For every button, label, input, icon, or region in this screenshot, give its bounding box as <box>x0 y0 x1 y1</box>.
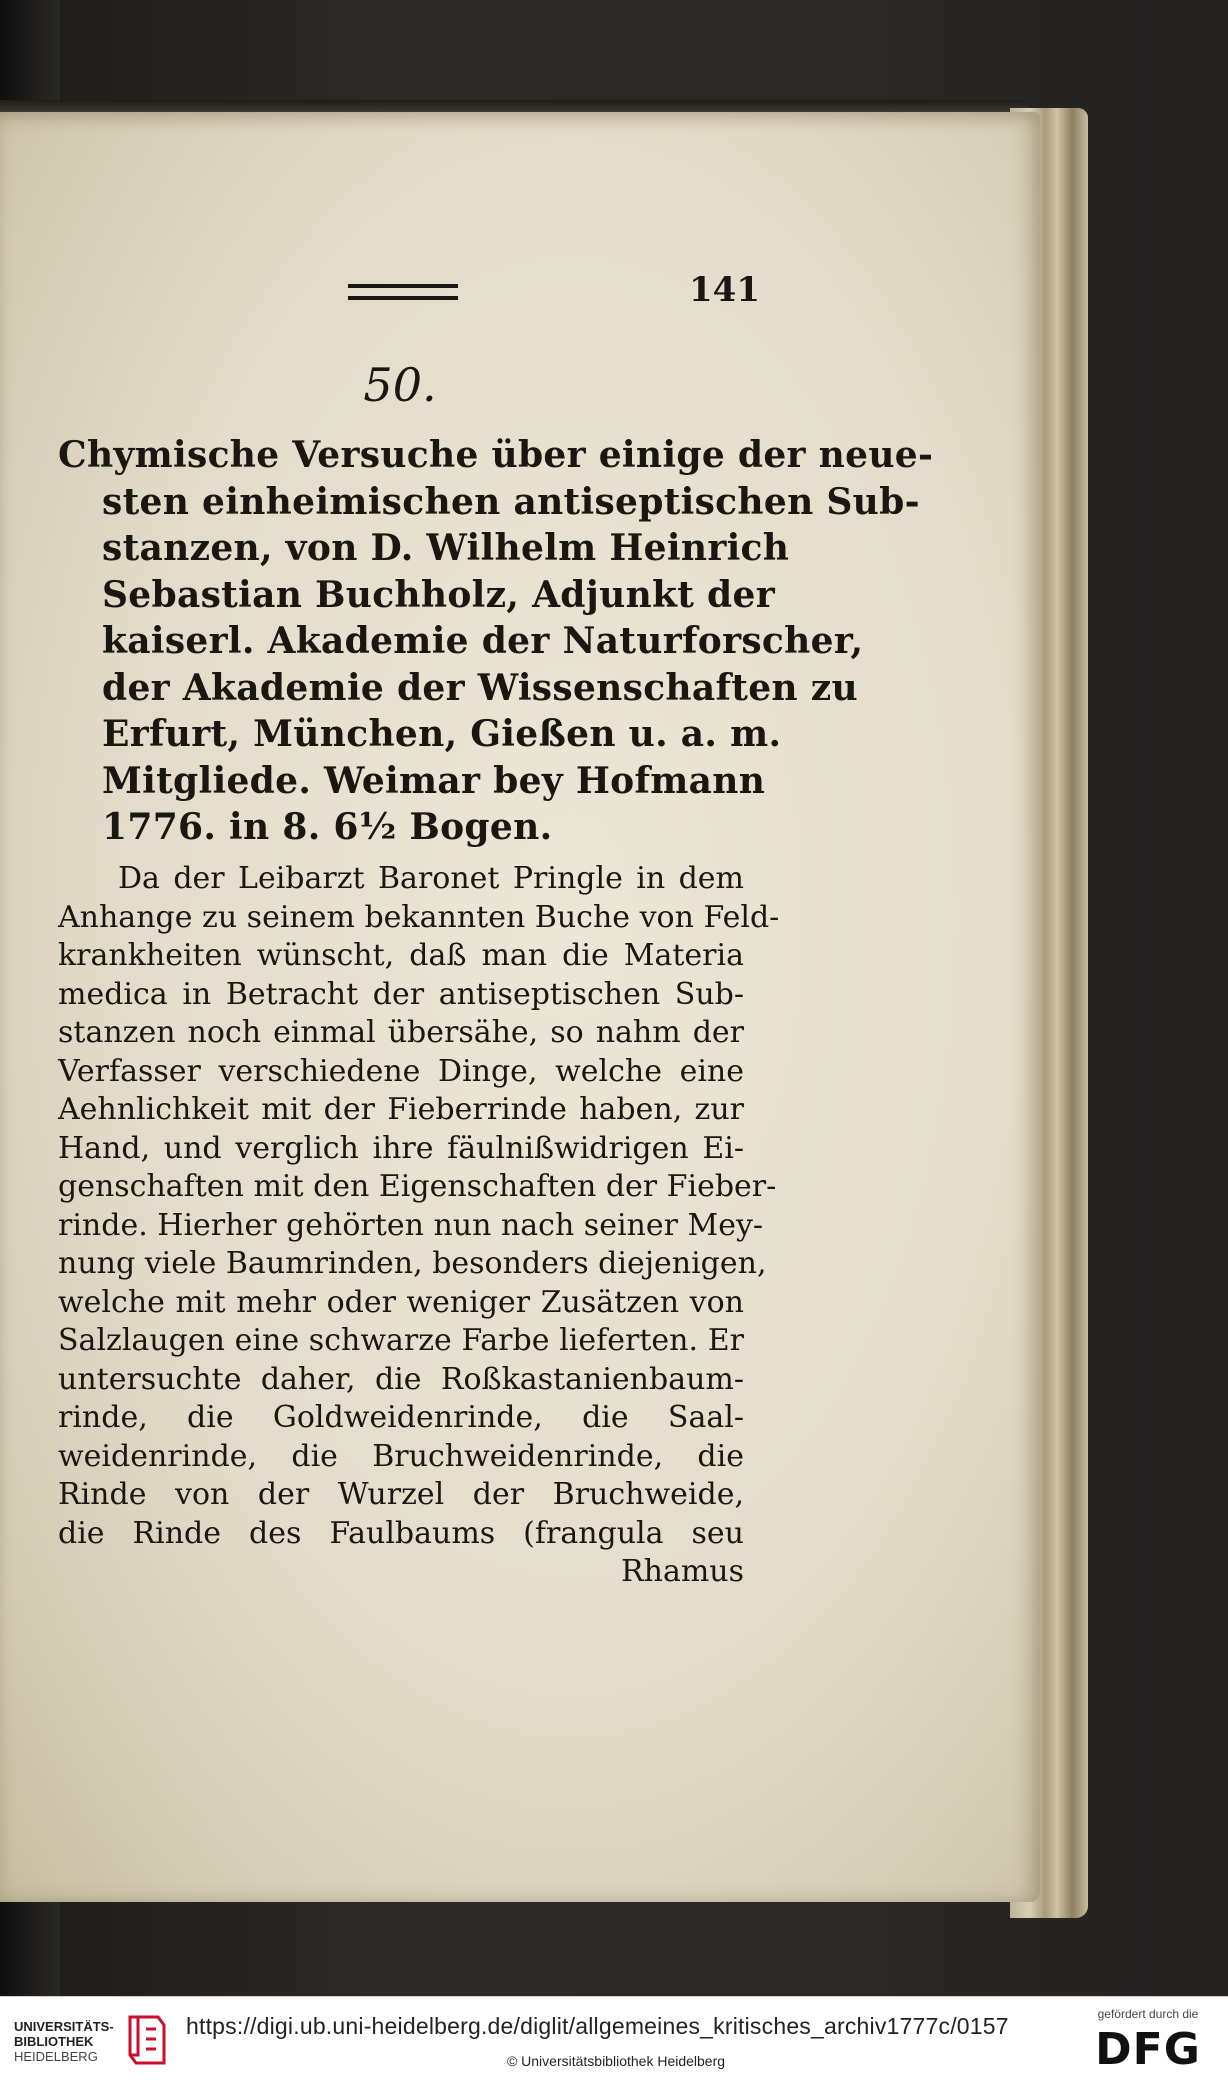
title-line: der Akademie der Wissenschaften zu <box>102 666 858 709</box>
body-line: stanzen noch einmal übersähe, so nahm der <box>58 1015 744 1050</box>
body-line: Anhange zu seinem bekannten Buche von Feld- <box>58 899 780 935</box>
title-line: Sebastian Buchholz, Adjunkt der <box>102 573 775 616</box>
viewer-footer <box>0 1996 1228 2085</box>
body-line: Rinde von der Wurzel der Bruchweide, <box>58 1477 744 1512</box>
funding-label: gefördert durch die <box>1097 2007 1199 2021</box>
title-line: sten einheimischen antiseptischen Sub- <box>102 480 920 523</box>
title-line: Erfurt, München, Gießen u. a. m. <box>102 713 782 755</box>
body-line: rinde, die Goldweidenrinde, die Saal- <box>58 1400 744 1435</box>
body-line: Verfasser verschiedene Dinge, welche eine <box>58 1053 744 1089</box>
library-name-line: BIBLIOTHEK <box>14 2034 94 2049</box>
title-line: kaiserl. Akademie der Naturforscher, <box>102 620 864 662</box>
body-line: genschaften mit den Eigenschaften der Fieber- <box>58 1169 777 1204</box>
body-line: untersuchte daher, die Roßkastanienbaum- <box>58 1361 744 1397</box>
permalink-url[interactable]: https://digi.ub.uni-heidelberg.de/diglit/allgemeines_kritisches_archiv1777c/0157 <box>186 2013 1009 2039</box>
library-logo-text[interactable] <box>14 2019 124 2064</box>
entry-number: 50. <box>363 358 437 412</box>
library-logo-icon[interactable] <box>124 2011 170 2069</box>
page-number: 141 <box>689 270 760 310</box>
title-line: Mitgliede. Weimar bey Hofmann <box>102 759 766 802</box>
body-line: die Rinde des Faulbaums (frangula seu <box>58 1515 744 1551</box>
copyright-notice: © Universitätsbibliothek Heidelberg <box>506 2053 726 2069</box>
entry-body <box>58 860 780 1592</box>
library-name-line: HEIDELBERG <box>14 2049 98 2064</box>
title-line: stanzen, von D. Wilhelm Heinrich <box>102 527 790 569</box>
title-line: Chymische Versuche über einige der neue- <box>58 434 934 476</box>
body-line: Hand, und verglich ihre fäulnißwidrigen Ei- <box>58 1130 744 1166</box>
body-line: welche mit mehr oder weniger Zusätzen von <box>58 1284 744 1320</box>
library-name-line: UNIVERSITÄTS- <box>14 2019 114 2034</box>
body-line: medica in Betracht der antiseptischen Sub- <box>58 976 744 1012</box>
body-line: Rhamus <box>621 1554 744 1589</box>
body-line: krankheiten wünscht, daß man die Materia <box>58 938 744 973</box>
body-line: nung viele Baumrinden, besonders diejenigen, <box>58 1246 767 1281</box>
body-line: Aehnlichkeit mit der Fieberrinde haben, zur <box>58 1092 744 1127</box>
body-line: Da der Leibarzt Baronet Pringle in dem <box>118 861 744 896</box>
body-line: Salzlaugen eine schwarze Farbe lieferten. Er <box>58 1323 744 1358</box>
entry-title <box>58 432 934 851</box>
body-line: weidenrinde, die Bruchweidenrinde, die <box>58 1438 744 1474</box>
body-line: rinde. Hierher gehörten nun nach seiner Mey- <box>58 1207 764 1243</box>
dfg-logo[interactable]: DFG <box>1095 2024 1201 2075</box>
header-rule <box>348 284 458 300</box>
title-line: 1776. in 8. 6½ Bogen. <box>102 806 553 848</box>
